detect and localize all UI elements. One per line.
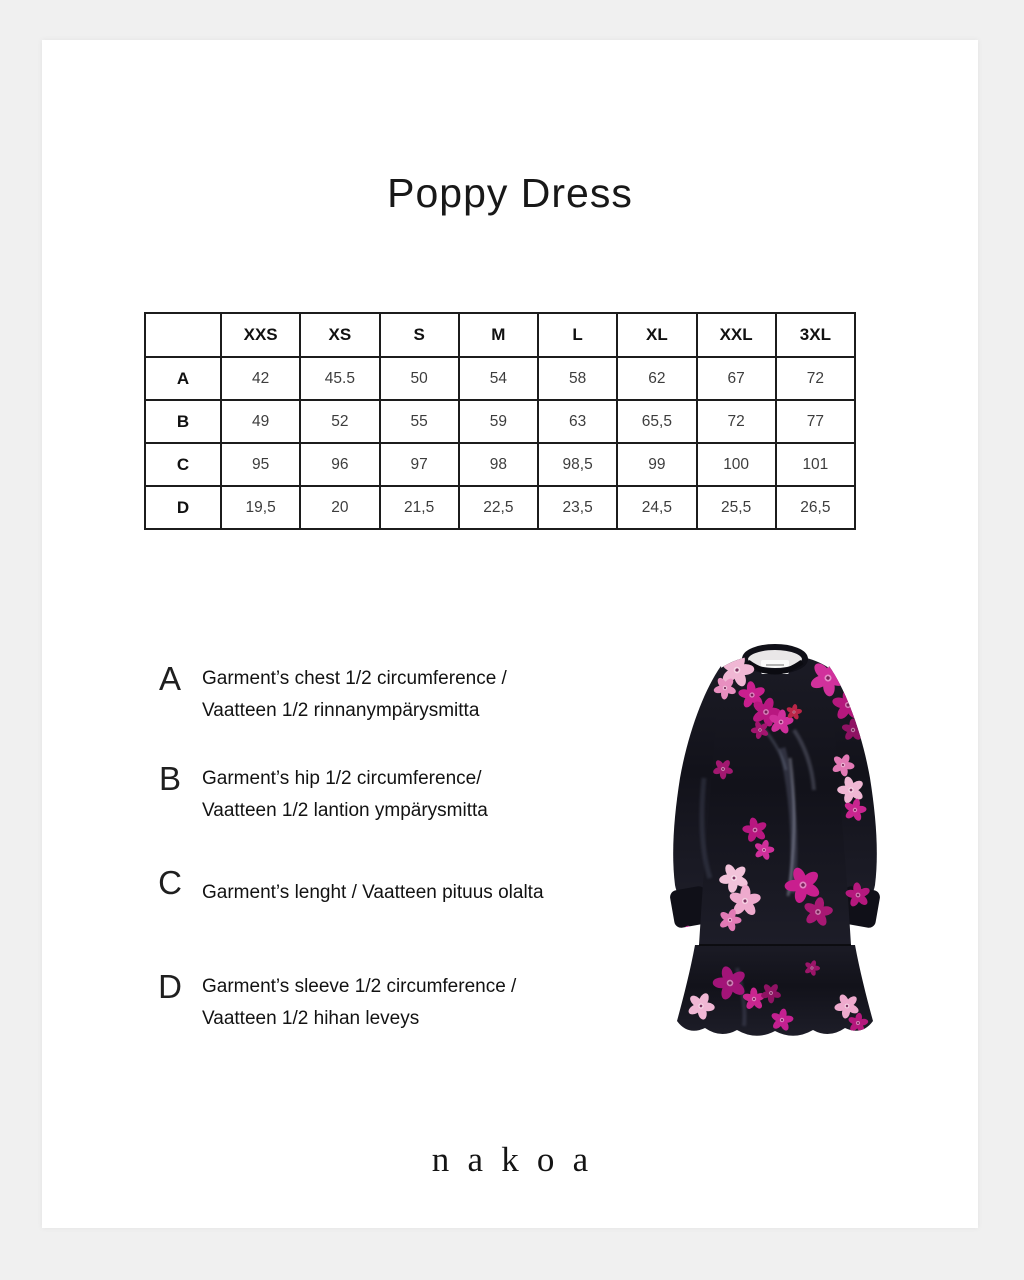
size-cell: 50 — [380, 357, 459, 400]
size-cell: 52 — [300, 400, 379, 443]
table-row — [145, 400, 855, 443]
size-column-header: XXS — [221, 313, 300, 357]
brand-logo — [42, 1140, 978, 1180]
legend-line: Garment’s lenght / Vaatteen pituus olalta — [202, 882, 544, 903]
row-label: B — [145, 400, 221, 443]
size-cell: 65,5 — [617, 400, 696, 443]
size-table — [144, 312, 856, 530]
row-label: C — [145, 443, 221, 486]
size-cell: 22,5 — [459, 486, 538, 529]
brand-logo-text: nakoa — [431, 1140, 607, 1179]
size-cell: 72 — [697, 400, 776, 443]
size-cell: 77 — [776, 400, 855, 443]
page-title: Poppy Dress — [387, 170, 633, 216]
size-column-header: 3XL — [776, 313, 855, 357]
size-cell: 97 — [380, 443, 459, 486]
size-cell: 24,5 — [617, 486, 696, 529]
size-cell: 54 — [459, 357, 538, 400]
size-cell: 96 — [300, 443, 379, 486]
legend-line: Vaatteen 1/2 lantion ympärysmitta — [202, 800, 488, 821]
size-cell: 100 — [697, 443, 776, 486]
corner-cell — [145, 313, 221, 357]
size-column-header: M — [459, 313, 538, 357]
legend-line: Garment’s hip 1/2 circumference/ — [202, 768, 482, 789]
size-column-header: XS — [300, 313, 379, 357]
legend-line: Vaatteen 1/2 rinnanympärysmitta — [202, 700, 480, 721]
legend-text — [202, 763, 488, 827]
size-cell: 45.5 — [300, 357, 379, 400]
legend-line: Garment’s sleeve 1/2 circumference / — [202, 976, 517, 997]
dress-product-image — [642, 638, 908, 1050]
size-cell: 58 — [538, 357, 617, 400]
size-cell: 101 — [776, 443, 855, 486]
size-cell: 99 — [617, 443, 696, 486]
size-column-header: L — [538, 313, 617, 357]
size-cell: 63 — [538, 400, 617, 443]
size-cell: 19,5 — [221, 486, 300, 529]
size-cell: 59 — [459, 400, 538, 443]
size-column-header: XL — [617, 313, 696, 357]
document-card — [42, 40, 978, 1228]
legend-letter: C — [158, 864, 182, 901]
size-cell: 42 — [221, 357, 300, 400]
size-cell: 49 — [221, 400, 300, 443]
size-cell: 20 — [300, 486, 379, 529]
size-cell: 95 — [221, 443, 300, 486]
dress-illustration — [642, 638, 908, 1050]
size-cell: 21,5 — [380, 486, 459, 529]
legend-line: Garment’s chest 1/2 circumference / — [202, 668, 507, 689]
size-cell: 67 — [697, 357, 776, 400]
size-cell: 98,5 — [538, 443, 617, 486]
size-cell: 62 — [617, 357, 696, 400]
size-table-header-row — [145, 313, 855, 357]
table-row — [145, 443, 855, 486]
size-column-header: S — [380, 313, 459, 357]
size-cell: 72 — [776, 357, 855, 400]
row-label: A — [145, 357, 221, 400]
size-cell: 26,5 — [776, 486, 855, 529]
row-label: D — [145, 486, 221, 529]
legend-text — [202, 663, 507, 727]
legend-letter: D — [158, 968, 182, 1005]
table-row — [145, 357, 855, 400]
legend-text — [202, 971, 516, 1035]
size-cell: 98 — [459, 443, 538, 486]
size-cell: 23,5 — [538, 486, 617, 529]
dress-body — [699, 657, 851, 945]
size-column-header: XXL — [697, 313, 776, 357]
size-cell: 55 — [380, 400, 459, 443]
size-cell: 25,5 — [697, 486, 776, 529]
legend-letter: A — [158, 660, 181, 697]
legend-text — [202, 877, 544, 909]
table-row — [145, 486, 855, 529]
legend-line: Vaatteen 1/2 hihan leveys — [202, 1008, 420, 1029]
legend-letter: B — [158, 760, 181, 797]
